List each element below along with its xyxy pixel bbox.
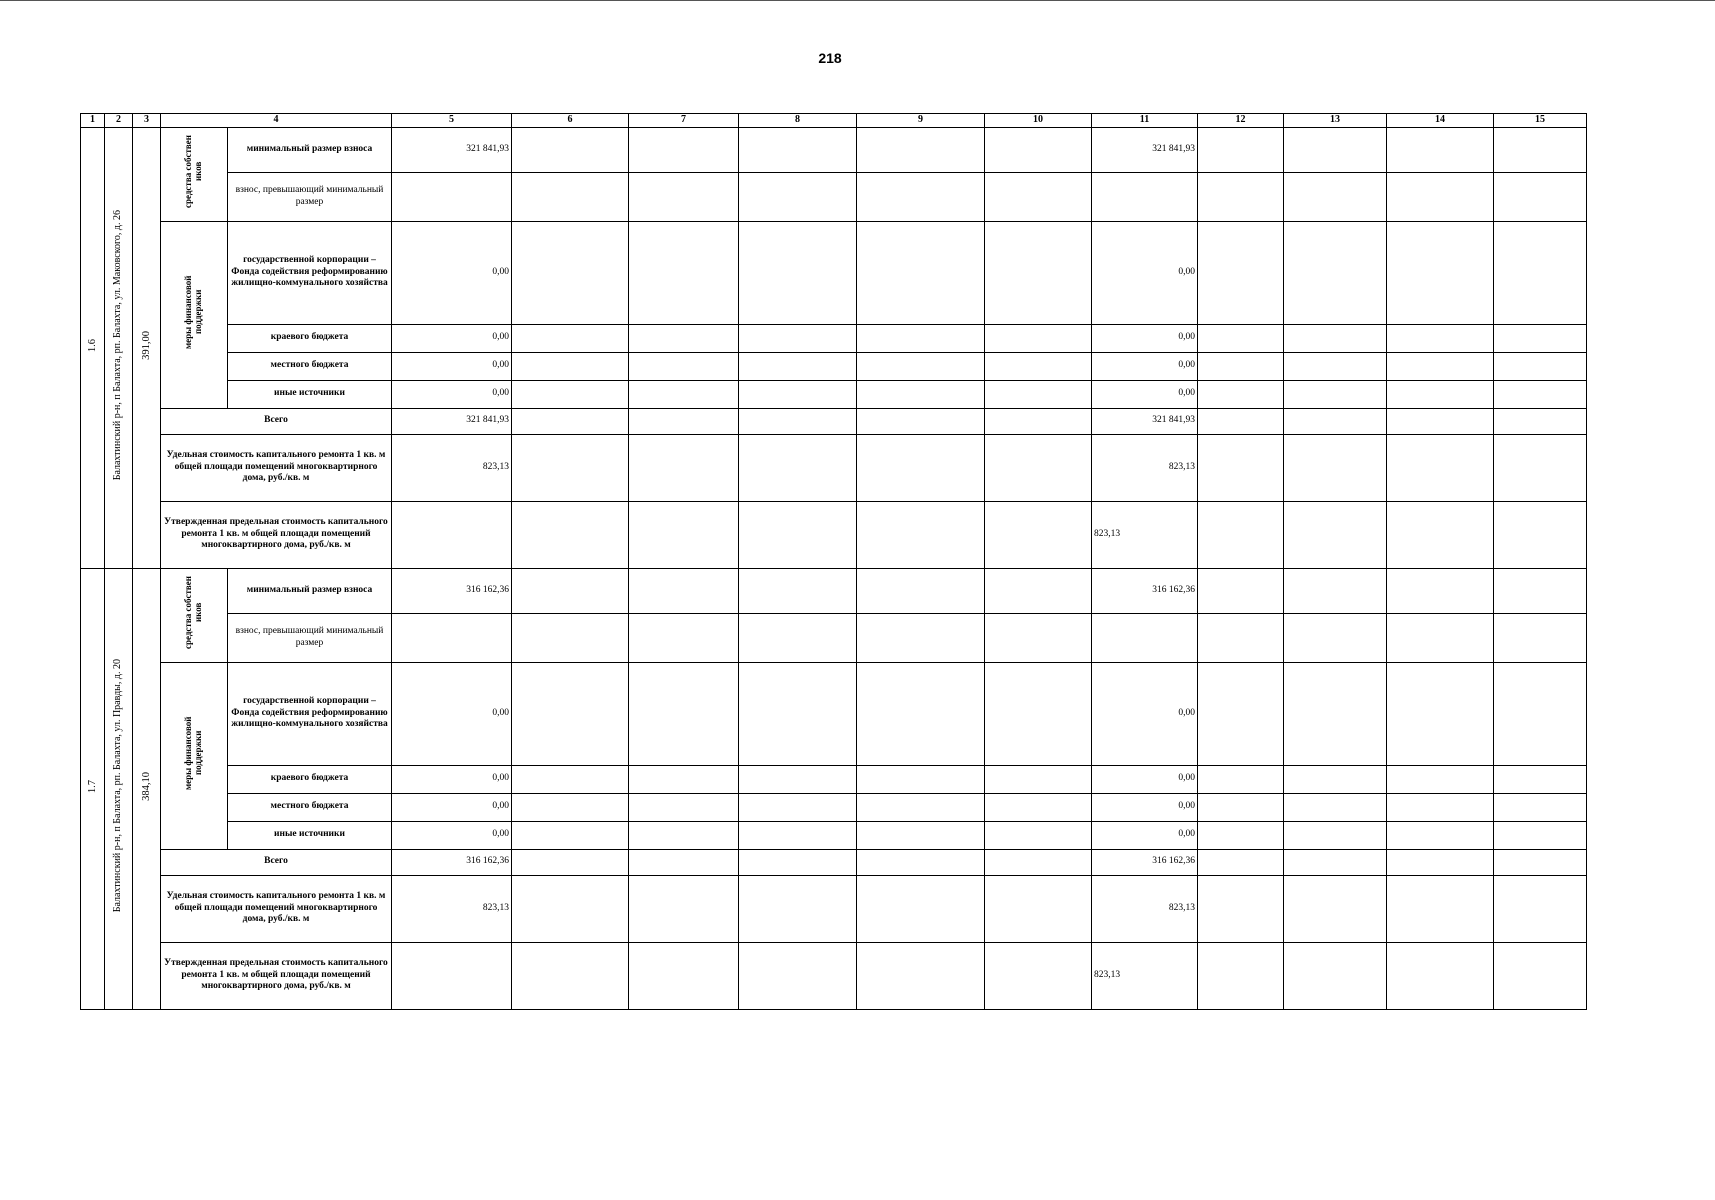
col-header: 8 bbox=[739, 114, 857, 128]
table-row bbox=[81, 434, 1587, 501]
min-fee-label: минимальный размер взноса bbox=[228, 568, 392, 613]
other-value-11: 0,00 bbox=[1092, 821, 1198, 849]
total-label: Всего bbox=[161, 849, 392, 875]
column-number-row bbox=[81, 114, 1587, 128]
page-number: 218 bbox=[818, 50, 842, 66]
address: Балахтинский р-н, п Балахта, рп. Балахта, ул. Маковского, д. 26 bbox=[112, 209, 124, 481]
table-row bbox=[81, 875, 1587, 942]
table-row bbox=[81, 127, 1587, 172]
local-label: местного бюджета bbox=[228, 352, 392, 380]
local-value-11: 0,00 bbox=[1092, 352, 1198, 380]
table-row bbox=[81, 662, 1587, 765]
fund-value: 0,00 bbox=[392, 662, 512, 765]
col-header: 3 bbox=[133, 114, 161, 128]
regional-value: 0,00 bbox=[392, 765, 512, 793]
table-row bbox=[81, 408, 1587, 434]
total-label: Всего bbox=[161, 408, 392, 434]
own-funds-label: средства собствен иков bbox=[183, 576, 203, 650]
col-header: 11 bbox=[1092, 114, 1198, 128]
table-row bbox=[81, 765, 1587, 793]
table-row bbox=[81, 380, 1587, 408]
other-value-11: 0,00 bbox=[1092, 380, 1198, 408]
unit-cost-label: Удельная стоимость капитального ремонта 1 кв. м общей площади помещений многоквартирного дома, руб./кв. м bbox=[161, 875, 392, 942]
total-value: 316 162,36 bbox=[392, 849, 512, 875]
other-value: 0,00 bbox=[392, 821, 512, 849]
fund-value: 0,00 bbox=[392, 221, 512, 324]
col-header: 13 bbox=[1284, 114, 1387, 128]
area: 384,10 bbox=[140, 771, 152, 801]
table-row bbox=[81, 172, 1587, 221]
col-header: 1 bbox=[81, 114, 105, 128]
min-fee-value: 321 841,93 bbox=[392, 127, 512, 172]
table-row bbox=[81, 613, 1587, 662]
over-fee-label: взнос, превышающий минимальный размер bbox=[228, 172, 392, 221]
row-id: 1.7 bbox=[86, 779, 98, 793]
fund-value-11: 0,00 bbox=[1092, 662, 1198, 765]
regional-value-11: 0,00 bbox=[1092, 765, 1198, 793]
unit-cost-value-11: 823,13 bbox=[1092, 875, 1198, 942]
over-fee-label: взнос, превышающий минимальный размер bbox=[228, 613, 392, 662]
local-value: 0,00 bbox=[392, 793, 512, 821]
total-value-11: 316 162,36 bbox=[1092, 849, 1198, 875]
table-row bbox=[81, 821, 1587, 849]
min-fee-label: минимальный размер взноса bbox=[228, 127, 392, 172]
table-row bbox=[81, 793, 1587, 821]
address-cell bbox=[105, 568, 133, 1009]
other-label: иные источники bbox=[228, 821, 392, 849]
total-value-11: 321 841,93 bbox=[1092, 408, 1198, 434]
unit-cost-label: Удельная стоимость капитального ремонта 1 кв. м общей площади помещений многоквартирного дома, руб./кв. м bbox=[161, 434, 392, 501]
support-cell bbox=[161, 221, 228, 408]
area: 391,00 bbox=[140, 330, 152, 360]
other-label: иные источники bbox=[228, 380, 392, 408]
local-value-11: 0,00 bbox=[1092, 793, 1198, 821]
min-fee-value-11: 321 841,93 bbox=[1092, 127, 1198, 172]
row-id-cell bbox=[81, 568, 105, 1009]
own-funds-label: средства собствен иков bbox=[183, 135, 203, 209]
unit-cost-value: 823,13 bbox=[392, 434, 512, 501]
support-label: меры финансовой поддержки bbox=[183, 716, 203, 790]
regional-value: 0,00 bbox=[392, 324, 512, 352]
row-id-cell bbox=[81, 127, 105, 568]
area-cell bbox=[133, 127, 161, 568]
fund-value-11: 0,00 bbox=[1092, 221, 1198, 324]
table-row bbox=[81, 352, 1587, 380]
area-cell bbox=[133, 568, 161, 1009]
col-header: 9 bbox=[857, 114, 985, 128]
approved-cost-label: Утвержденная предельная стоимость капитального ремонта 1 кв. м общей площади помещений многоквартирного дома, руб./кв. м bbox=[161, 942, 392, 1009]
regional-label: краевого бюджета bbox=[228, 765, 392, 793]
table-row bbox=[81, 324, 1587, 352]
regional-value-11: 0,00 bbox=[1092, 324, 1198, 352]
min-fee-value: 316 162,36 bbox=[392, 568, 512, 613]
support-label: меры финансовой поддержки bbox=[183, 275, 203, 349]
table-row bbox=[81, 221, 1587, 324]
unit-cost-value: 823,13 bbox=[392, 875, 512, 942]
unit-cost-value-11: 823,13 bbox=[1092, 434, 1198, 501]
fund-label: государственной корпорации – Фонда содействия реформированию жилищно-коммунального хозяйства bbox=[228, 662, 392, 765]
fund-label: государственной корпорации – Фонда содействия реформированию жилищно-коммунального хозяйства bbox=[228, 221, 392, 324]
address-cell bbox=[105, 127, 133, 568]
local-label: местного бюджета bbox=[228, 793, 392, 821]
address: Балахтинский р-н, п Балахта, рп. Балахта, ул. Правды, д. 20 bbox=[112, 659, 124, 913]
col-header: 12 bbox=[1198, 114, 1284, 128]
col-header: 15 bbox=[1494, 114, 1587, 128]
approved-cost-value: 823,13 bbox=[1092, 942, 1198, 1009]
local-value: 0,00 bbox=[392, 352, 512, 380]
col-header: 7 bbox=[629, 114, 739, 128]
own-funds-cell bbox=[161, 127, 228, 221]
col-header: 4 bbox=[161, 114, 392, 128]
own-funds-cell bbox=[161, 568, 228, 662]
support-cell bbox=[161, 662, 228, 849]
col-header: 2 bbox=[105, 114, 133, 128]
col-header: 14 bbox=[1387, 114, 1494, 128]
capital-repair-table bbox=[80, 113, 1587, 1010]
total-value: 321 841,93 bbox=[392, 408, 512, 434]
table-row bbox=[81, 501, 1587, 568]
table-row bbox=[81, 849, 1587, 875]
approved-cost-value: 823,13 bbox=[1092, 501, 1198, 568]
other-value: 0,00 bbox=[392, 380, 512, 408]
table-row bbox=[81, 942, 1587, 1009]
col-header: 10 bbox=[985, 114, 1092, 128]
scan-top-edge bbox=[0, 0, 1715, 1]
col-header: 6 bbox=[512, 114, 629, 128]
min-fee-value-11: 316 162,36 bbox=[1092, 568, 1198, 613]
row-id: 1.6 bbox=[86, 338, 98, 352]
col-header: 5 bbox=[392, 114, 512, 128]
regional-label: краевого бюджета bbox=[228, 324, 392, 352]
approved-cost-label: Утвержденная предельная стоимость капитального ремонта 1 кв. м общей площади помещений многоквартирного дома, руб./кв. м bbox=[161, 501, 392, 568]
table-row bbox=[81, 568, 1587, 613]
